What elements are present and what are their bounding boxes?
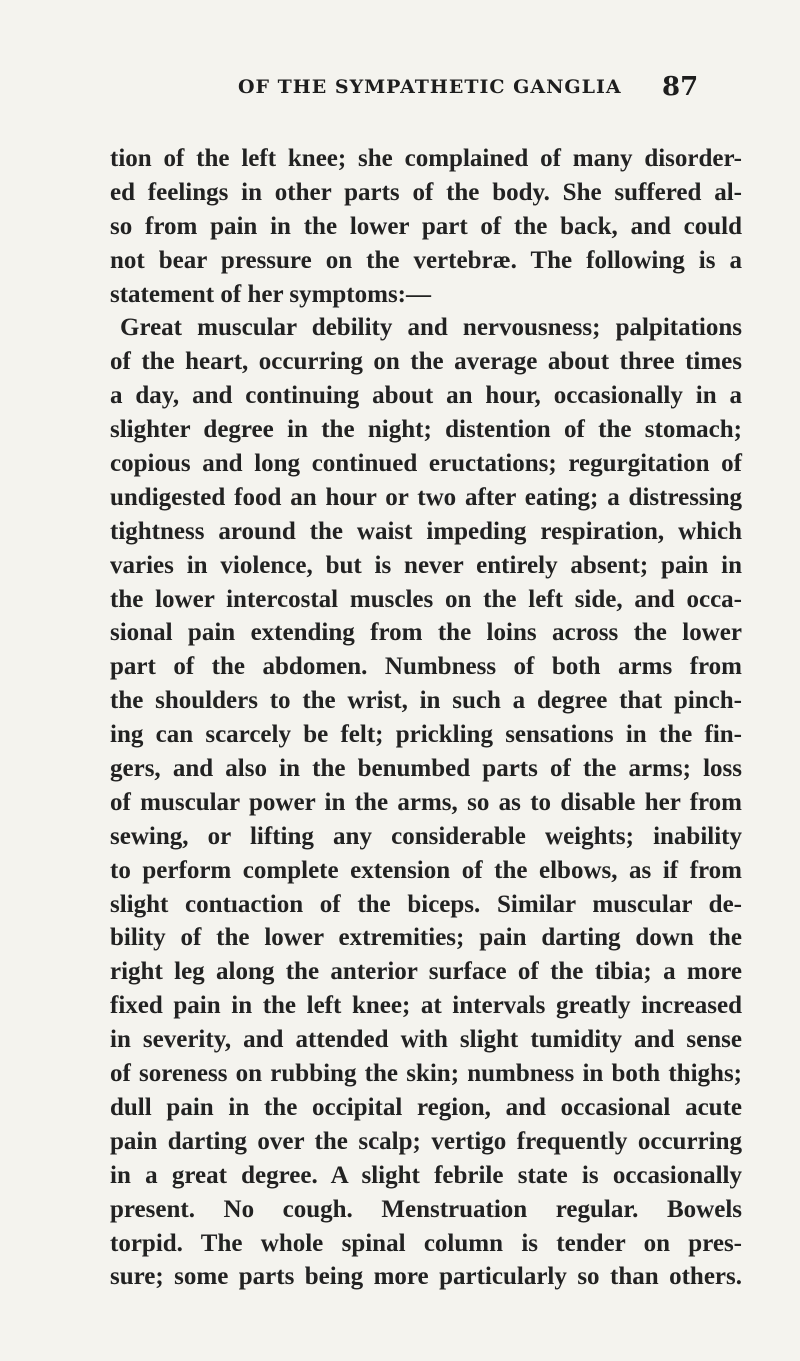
- text-line: tightness around the waist impeding respiration, which: [110, 517, 742, 545]
- text-line: slight contıaction of the biceps. Similar muscular de-: [110, 890, 742, 918]
- text-line: a day, and continuing about an hour, occasionally in a: [110, 382, 742, 410]
- text-line: Great muscular debility and nervousness; palpitations: [120, 314, 742, 342]
- text-line: bility of the lower extremities; pain darting down the: [110, 924, 742, 952]
- text-line: of soreness on rubbing the skin; numbness in both thighs;: [110, 1060, 742, 1088]
- text-line: fixed pain in the left knee; at intervals greatly increased: [110, 992, 742, 1020]
- text-line: part of the abdomen. Numbness of both arms from: [110, 653, 742, 681]
- text-line: so from pain in the lower part of the back, and could: [110, 212, 742, 240]
- text-line: slighter degree in the night; distention of the stomach;: [110, 416, 742, 444]
- text-line: in a great degree. A slight febrile state is occasionally: [110, 1161, 742, 1189]
- text-line: sewing, or lifting any considerable weights; inability: [110, 822, 742, 850]
- text-line: gers, and also in the benumbed parts of the arms; loss: [110, 755, 742, 783]
- text-line: of muscular power in the arms, so as to disable her from: [110, 788, 742, 816]
- text-line: undigested food an hour or two after eating; a distressing: [110, 483, 742, 511]
- text-line: copious and long continued eructations; regurgitation of: [110, 450, 742, 478]
- text-line: not bear pressure on the vertebræ. The following is a: [110, 246, 742, 274]
- text-line: tion of the left knee; she complained of many disorder-: [110, 145, 742, 172]
- text-line: the shoulders to the wrist, in such a degree that pinch-: [110, 687, 742, 715]
- text-line: statement of her symptoms:—: [110, 280, 432, 308]
- running-head: [0, 74, 800, 104]
- text-line: to perform complete extension of the elbows, as if from: [110, 856, 742, 884]
- text-line: the lower intercostal muscles on the left side, and occa-: [110, 585, 742, 613]
- text-line: ed feelings in other parts of the body. She suffered al-: [110, 178, 742, 206]
- text-line: ing can scarcely be felt; prickling sensations in the fin-: [110, 721, 742, 749]
- text-line: of the heart, occurring on the average about three times: [110, 348, 742, 376]
- body-text: [110, 142, 742, 1294]
- text-line: torpid. The whole spinal column is tender on pres-: [110, 1229, 742, 1257]
- text-line: dull pain in the occipital region, and occasional acute: [110, 1093, 742, 1121]
- text-line: sure; some parts being more particularly so than others.: [110, 1263, 742, 1291]
- text-line: pain darting over the scalp; vertigo frequently occurring: [110, 1127, 742, 1155]
- page-number: 87: [662, 72, 699, 102]
- text-line: sional pain extending from the loins across the lower: [110, 619, 742, 647]
- text-line: in severity, and attended with slight tumidity and sense: [110, 1026, 742, 1054]
- text-line: varies in violence, but is never entirely absent; pain in: [110, 551, 742, 579]
- text-line: right leg along the anterior surface of the tibia; a more: [110, 958, 742, 986]
- text-line: present. No cough. Menstruation regular. Bowels: [110, 1195, 742, 1223]
- running-head-title: OF THE SYMPATHETIC GANGLIA: [238, 76, 622, 98]
